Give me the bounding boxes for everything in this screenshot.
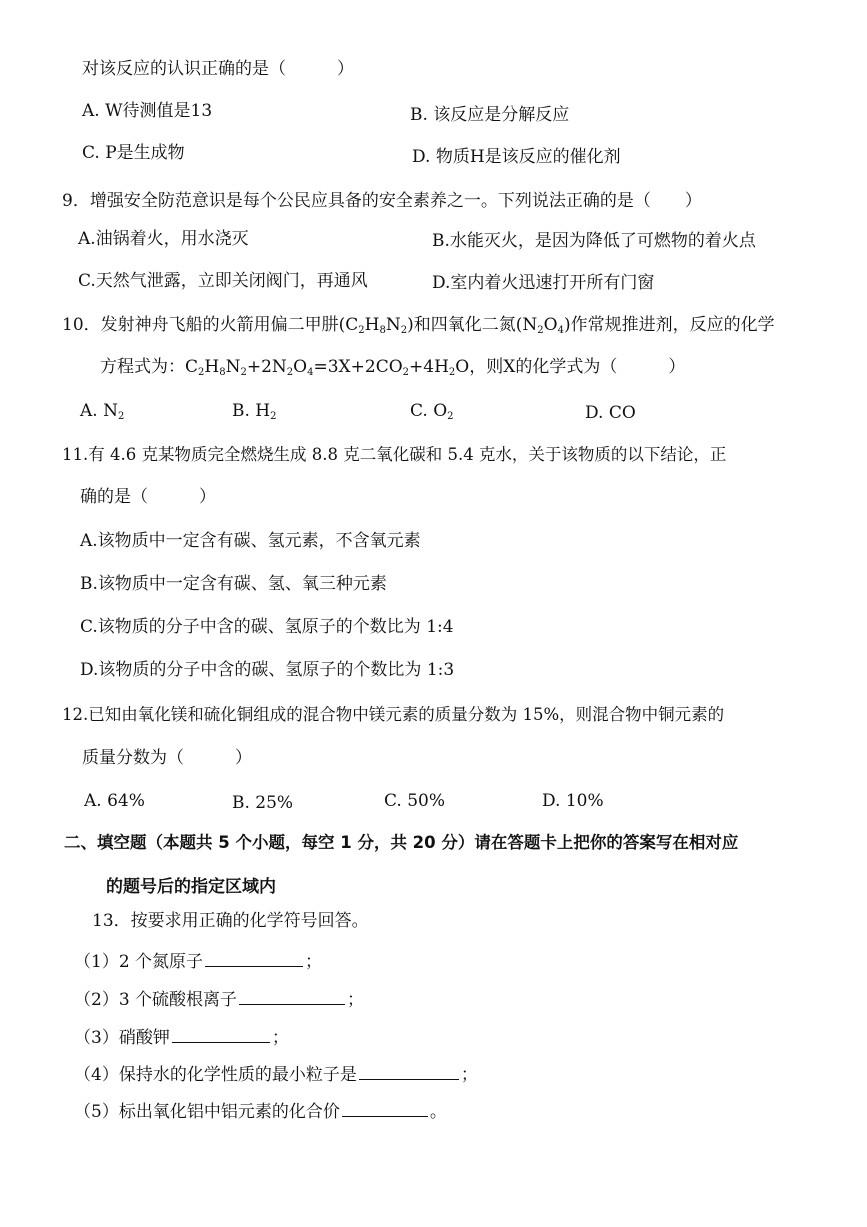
q8-option-d: D. 物质H是该反应的催化剂 xyxy=(412,147,621,167)
answer-blank[interactable] xyxy=(205,950,303,967)
q11-option-c: C.该物质的分子中含的碳、氢原子的个数比为 1:4 xyxy=(80,617,454,637)
q11-option-b: B.该物质中一定含有碳、氢、氧三种元素 xyxy=(80,574,387,594)
answer-blank[interactable] xyxy=(239,988,345,1005)
q10-stem-line1: 10．发射神舟飞船的火箭用偏二甲肼$(C_2H_8N_2)$和四氧化二氮$(N_2O_4)$作常规推进剂，反应的化学 xyxy=(62,315,775,336)
q13-item-3: （3）硝酸钾 ； xyxy=(74,1028,289,1048)
q11-stem-line1: 11.有 4.6 克某物质完全燃烧生成 8.8 克二氧化碳和 5.4 克水，关于该物质的以下结论，正 xyxy=(62,445,727,464)
q10-option-a: A. $N_2$ xyxy=(80,401,125,422)
q9-option-b: B.水能灭火，是因为降低了可燃物的着火点 xyxy=(432,231,756,251)
q10-option-d: D. CO xyxy=(585,403,636,423)
answer-blank[interactable] xyxy=(172,1026,270,1043)
q12-option-d: D. 10% xyxy=(542,791,604,811)
q12-option-c: C. 50% xyxy=(384,791,445,811)
q13-item-5: （5）标出氧化铝中铝元素的化合价 。 xyxy=(74,1102,447,1122)
q13-item-1: （1）2 个氮原子 ； xyxy=(74,952,323,972)
q8-stem-tail: 对该反应的认识正确的是（ ） xyxy=(82,59,354,79)
q10-option-b: B. $H_2$ xyxy=(232,401,277,422)
q8-option-b: B. 该反应是分解反应 xyxy=(410,105,570,125)
q10-stem-line2: 方程式为：$C_2H_8N_2+2N_2O_4=3X+2CO_2+4H_2O$，则X的化学式为（ ） xyxy=(100,357,686,378)
q9-option-d: D.室内着火迅速打开所有门窗 xyxy=(432,273,655,293)
q12-option-b: B. 25% xyxy=(232,793,294,813)
section2-title-line2: 的题号后的指定区域内 xyxy=(106,877,276,897)
q13-item-2: （2）3 个硫酸根离子 ； xyxy=(74,990,365,1010)
q9-option-a: A.油锅着火，用水浇灭 xyxy=(78,229,249,249)
q8-option-a: A. W待测值是13 xyxy=(82,101,213,121)
answer-blank[interactable] xyxy=(359,1063,459,1080)
q13-stem: 13．按要求用正确的化学符号回答。 xyxy=(92,911,369,931)
q13-item-4: （4）保持水的化学性质的最小粒子是 ； xyxy=(74,1065,478,1085)
q8-option-c: C. P是生成物 xyxy=(82,143,185,163)
q12-stem-line2: 质量分数为（ ） xyxy=(82,748,252,768)
q11-stem-line2: 确的是（ ） xyxy=(80,487,216,507)
answer-blank[interactable] xyxy=(342,1100,428,1117)
q12-option-a: A. 64% xyxy=(84,791,145,811)
q9-stem: 9．增强安全防范意识是每个公民应具备的安全素养之一。下列说法正确的是（ ） xyxy=(62,191,702,211)
q11-option-a: A.该物质中一定含有碳、氢元素，不含氧元素 xyxy=(80,531,421,551)
q9-option-c: C.天然气泄露，立即关闭阀门，再通风 xyxy=(78,271,368,291)
q10-option-c: C. $O_2$ xyxy=(410,401,454,422)
q11-option-d: D.该物质的分子中含的碳、氢原子的个数比为 1:3 xyxy=(80,660,455,680)
section2-title-line1: 二、填空题（本题共 5 个小题，每空 1 分，共 20 分）请在答题卡上把你的答案写在相对应 xyxy=(64,833,739,852)
q12-stem-line1: 12.已知由氧化镁和硫化铜组成的混合物中镁元素的质量分数为 15%，则混合物中铜元素的 xyxy=(62,705,725,724)
